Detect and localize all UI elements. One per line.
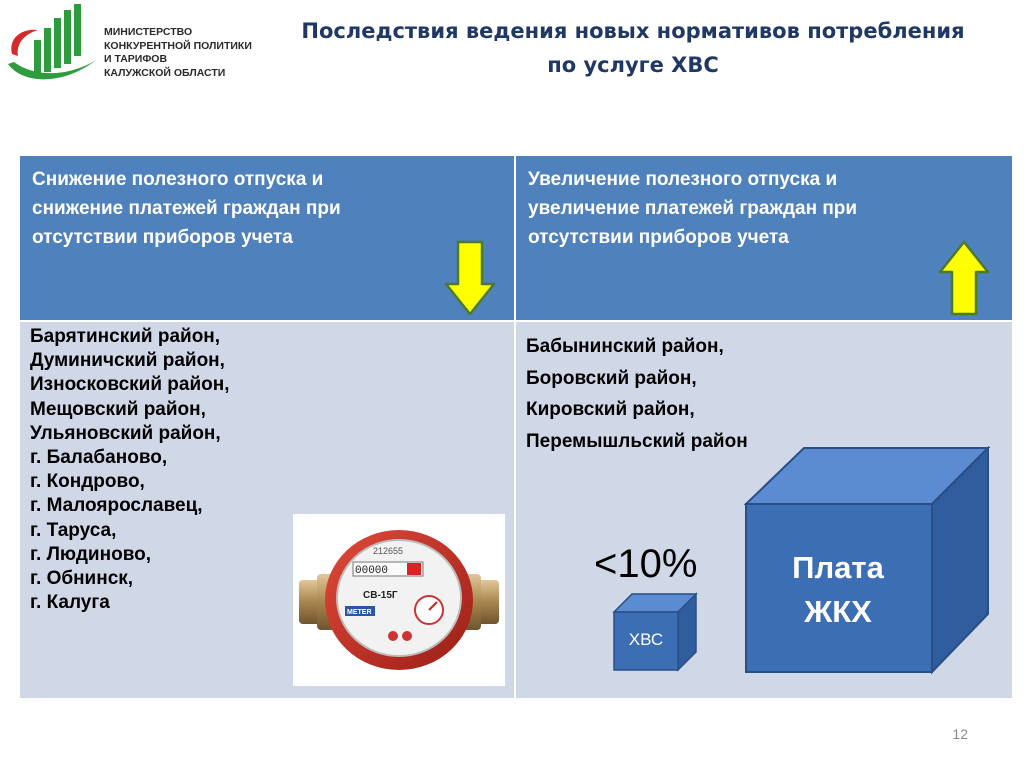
right-header-line: Увеличение полезного отпуска и [528, 169, 838, 190]
page-number: 12 [952, 726, 968, 742]
list-item: Бабынинский район, [526, 336, 724, 357]
logo-line: МИНИСТЕРСТВО [104, 26, 193, 38]
logo-caption [104, 26, 252, 80]
list-item: Перемышльский район [526, 430, 748, 452]
meter-brand: METER [347, 609, 372, 616]
right-district-list [526, 331, 748, 457]
right-header-line: увеличение платежей граждан при [528, 198, 858, 219]
list-item: г. Таруса, [30, 519, 117, 541]
list-item: Износковский район, [30, 374, 230, 396]
list-item: Боровский район, [526, 367, 697, 389]
up-arrow-icon [938, 240, 990, 316]
left-header-line: снижение платежей граждан при [32, 198, 341, 219]
big-cube-label-line2: ЖКХ [804, 594, 872, 629]
list-item: Думиничский район, [30, 350, 225, 372]
logo-line: КОНКУРЕНТНОЙ ПОЛИТИКИ [104, 39, 252, 52]
right-header-cell [516, 156, 1012, 320]
list-item: г. Калуга [30, 592, 110, 614]
right-header-line: отсутствии приборов учета [528, 227, 789, 248]
slide-title-line1: Последствия ведения новых нормативов потребления [301, 19, 965, 43]
meter-model: СВ-15Г [363, 590, 398, 601]
water-meter-image [293, 514, 505, 686]
left-district-list [30, 325, 230, 615]
down-arrow-icon [444, 240, 496, 316]
left-header-line: отсутствии приборов учета [32, 227, 293, 248]
left-header-line: Снижение полезного отпуска и [32, 169, 324, 190]
logo-mark-icon [4, 4, 104, 86]
percent-label: <10% [594, 542, 698, 586]
svg-text:00000: 00000 [355, 565, 389, 577]
logo-line: КАЛУЖСКОЙ ОБЛАСТИ [104, 66, 226, 79]
list-item: г. Обнинск, [30, 568, 134, 590]
left-header-cell [20, 156, 514, 320]
list-item: Ульяновский район, [30, 422, 221, 444]
list-item: г. Кондрово, [30, 471, 145, 493]
svg-text:212655: 212655 [373, 546, 404, 556]
list-item: Барятинский район, [30, 326, 221, 347]
list-item: Мещовский район, [30, 398, 206, 420]
list-item: г. Балабаново, [30, 447, 168, 469]
list-item: г. Людиново, [30, 543, 152, 565]
ministry-logo [4, 4, 252, 86]
big-cube-label-line1: Плата [792, 550, 884, 585]
list-item: г. Малоярославец, [30, 495, 203, 517]
slide-title [248, 14, 1018, 82]
water-meter-icon [293, 514, 505, 686]
logo-line: И ТАРИФОВ [104, 53, 168, 65]
slide-title-line2: по услуге ХВС [547, 53, 719, 77]
small-cube-label: ХВС [628, 630, 664, 649]
big-cube-label [752, 546, 924, 634]
list-item: Кировский район, [526, 399, 695, 420]
